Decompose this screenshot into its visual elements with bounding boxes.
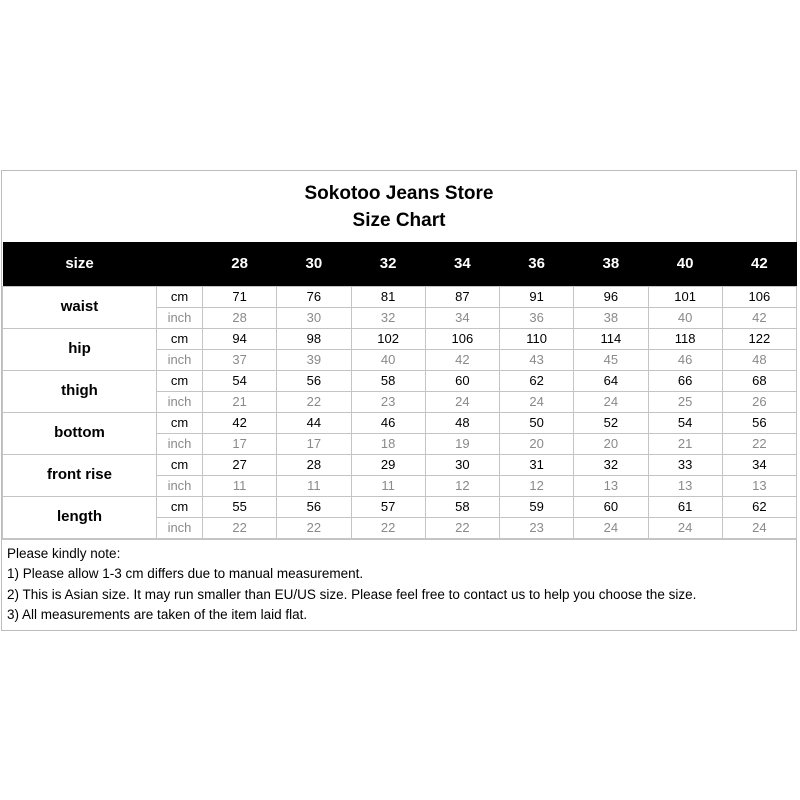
measurement-row-cm [3,370,797,391]
value-cell: 22 [277,391,351,412]
unit-label: inch [157,349,203,370]
value-cell: 56 [722,412,796,433]
value-cell: 26 [722,391,796,412]
value-cell: 12 [500,475,574,496]
unit-label: cm [157,454,203,475]
store-title: Sokotoo Jeans Store [304,183,494,204]
value-cell: 24 [425,391,499,412]
value-cell: 81 [351,286,425,307]
value-cell: 62 [722,496,796,517]
unit-label: cm [157,370,203,391]
value-cell: 22 [277,517,351,538]
value-cell: 38 [574,307,648,328]
unit-label: cm [157,328,203,349]
measurement-row-cm [3,328,797,349]
unit-label: inch [157,475,203,496]
value-cell: 44 [277,412,351,433]
value-cell: 13 [574,475,648,496]
note-item: 3) All measurements are taken of the item laid flat. [7,607,308,622]
value-cell: 61 [648,496,722,517]
title-block [2,171,796,242]
value-cell: 22 [351,517,425,538]
value-cell: 96 [574,286,648,307]
measurement-label: bottom [3,412,157,454]
size-chart-card [1,170,797,631]
measurement-label: hip [3,328,157,370]
value-cell: 66 [648,370,722,391]
value-cell: 43 [500,349,574,370]
size-header-cell: 38 [602,255,620,273]
value-cell: 11 [203,475,277,496]
value-cell: 42 [722,307,796,328]
value-cell: 98 [277,328,351,349]
value-cell: 54 [203,370,277,391]
unit-label: cm [157,496,203,517]
value-cell: 122 [722,328,796,349]
value-cell: 21 [203,391,277,412]
value-cell: 57 [351,496,425,517]
value-cell: 40 [648,307,722,328]
value-cell: 76 [277,286,351,307]
value-cell: 33 [648,454,722,475]
value-cell: 45 [574,349,648,370]
unit-header-blank [157,242,203,286]
measurement-label: length [3,496,157,538]
value-cell: 91 [500,286,574,307]
value-cell: 68 [722,370,796,391]
size-header-cell: 30 [305,255,323,273]
value-cell: 48 [425,412,499,433]
value-cell: 20 [574,433,648,454]
unit-label: cm [157,286,203,307]
value-cell: 22 [722,433,796,454]
value-cell: 24 [648,517,722,538]
value-cell: 23 [500,517,574,538]
size-header-cell: 42 [751,255,768,273]
value-cell: 24 [574,391,648,412]
value-cell: 11 [351,475,425,496]
value-cell: 13 [722,475,796,496]
value-cell: 42 [425,349,499,370]
size-header-cell: 36 [528,255,545,273]
value-cell: 17 [203,433,277,454]
value-cell: 11 [277,475,351,496]
value-cell: 18 [351,433,425,454]
value-cell: 48 [722,349,796,370]
value-cell: 58 [351,370,425,391]
value-cell: 30 [425,454,499,475]
value-cell: 54 [648,412,722,433]
unit-label: inch [157,391,203,412]
value-cell: 59 [500,496,574,517]
note-item: 1) Please allow 1-3 cm differs due to manual measurement. [7,566,364,581]
value-cell: 23 [351,391,425,412]
value-cell: 21 [648,433,722,454]
value-cell: 28 [203,307,277,328]
value-cell: 118 [648,328,722,349]
size-header-cell: 34 [454,255,471,273]
value-cell: 32 [574,454,648,475]
measurement-row-cm [3,412,797,433]
value-cell: 94 [203,328,277,349]
value-cell: 20 [500,433,574,454]
value-cell: 22 [425,517,499,538]
value-cell: 22 [203,517,277,538]
value-cell: 46 [648,349,722,370]
measurement-label: front rise [3,454,157,496]
value-cell: 106 [722,286,796,307]
value-cell: 60 [574,496,648,517]
size-header-row [3,242,797,286]
value-cell: 13 [648,475,722,496]
value-cell: 37 [203,349,277,370]
value-cell: 87 [425,286,499,307]
unit-label: inch [157,433,203,454]
measurement-row-cm [3,496,797,517]
size-header-cell: 40 [676,255,694,273]
value-cell: 55 [203,496,277,517]
value-cell: 56 [277,370,351,391]
value-cell: 52 [574,412,648,433]
value-cell: 114 [574,328,648,349]
value-cell: 34 [425,307,499,328]
value-cell: 102 [351,328,425,349]
size-header-cell: 28 [231,255,248,273]
notes-heading: Please kindly note: [7,545,121,561]
value-cell: 19 [425,433,499,454]
unit-label: cm [157,412,203,433]
value-cell: 34 [722,454,796,475]
value-cell: 50 [500,412,574,433]
value-cell: 106 [425,328,499,349]
measurement-row-cm [3,454,797,475]
value-cell: 31 [500,454,574,475]
value-cell: 24 [722,517,796,538]
value-cell: 60 [425,370,499,391]
value-cell: 25 [648,391,722,412]
value-cell: 39 [277,349,351,370]
size-header-label: size [65,255,94,273]
value-cell: 58 [425,496,499,517]
value-cell: 46 [351,412,425,433]
value-cell: 27 [203,454,277,475]
value-cell: 42 [203,412,277,433]
size-header-cell: 32 [379,255,397,273]
value-cell: 32 [351,307,425,328]
measurement-label: waist [3,286,157,328]
value-cell: 24 [500,391,574,412]
measurement-label: thigh [3,370,157,412]
value-cell: 29 [351,454,425,475]
value-cell: 17 [277,433,351,454]
chart-title: Size Chart [352,210,446,231]
value-cell: 101 [648,286,722,307]
value-cell: 12 [425,475,499,496]
value-cell: 71 [203,286,277,307]
notes-block [2,539,796,626]
measurement-row-cm [3,286,797,307]
value-cell: 110 [500,328,574,349]
value-cell: 30 [277,307,351,328]
value-cell: 40 [351,349,425,370]
unit-label: inch [157,517,203,538]
value-cell: 62 [500,370,574,391]
value-cell: 64 [574,370,648,391]
unit-label: inch [157,307,203,328]
size-table [2,242,797,539]
note-item: 2) This is Asian size. It may run smaller than EU/US size. Please feel free to contact us to help you choose the size. [7,586,697,602]
value-cell: 36 [500,307,574,328]
value-cell: 24 [574,517,648,538]
value-cell: 28 [277,454,351,475]
value-cell: 56 [277,496,351,517]
